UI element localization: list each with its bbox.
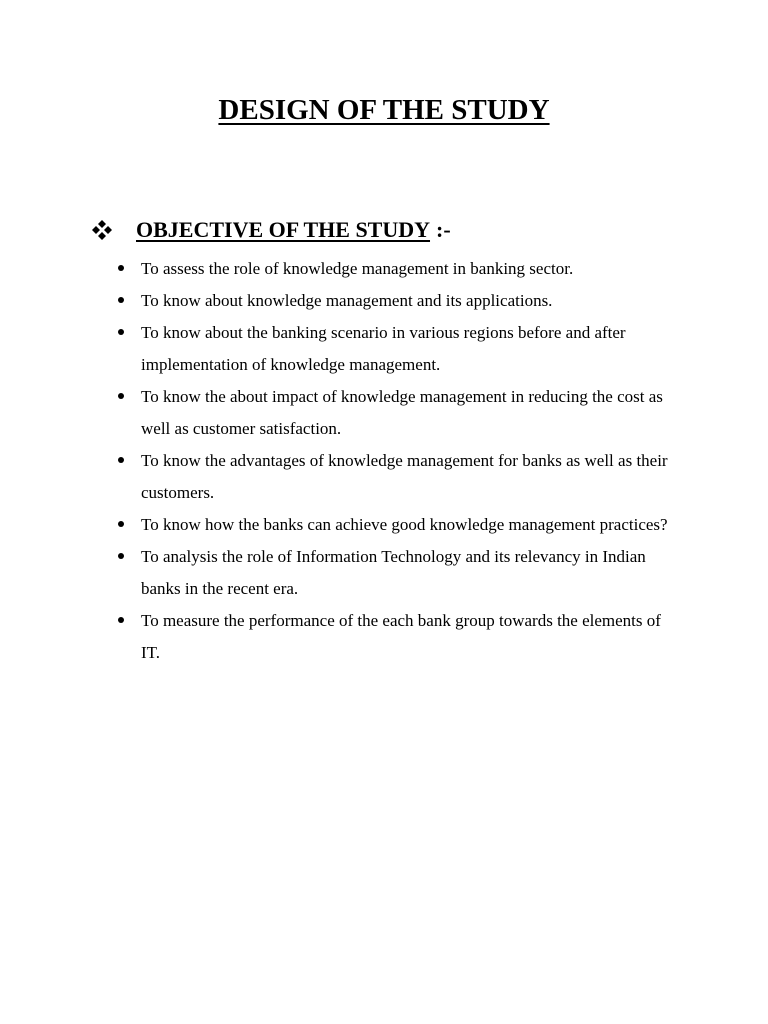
section-heading: [91, 214, 451, 246]
section-heading-suffix: :-: [436, 217, 451, 242]
list-item-text: To know how the banks can achieve good knowledge management practices?: [141, 515, 668, 534]
list-item-text: To know about the banking scenario in various regions before and after implementation of knowledge management.: [141, 323, 626, 374]
bullet-icon: [118, 521, 124, 527]
list-item-text: To measure the performance of the each bank group towards the elements of IT.: [141, 611, 661, 662]
bullet-icon: [118, 297, 124, 303]
list-item: [118, 317, 678, 381]
list-item-text: To assess the role of knowledge management in banking sector.: [141, 259, 574, 278]
list-item-text: To know about knowledge management and its applications.: [141, 291, 553, 310]
four-diamond-bullet-icon: [91, 219, 113, 241]
bullet-icon: [118, 329, 124, 335]
page-title: [0, 92, 768, 128]
bullet-icon: [118, 393, 124, 399]
bullet-icon: [118, 457, 124, 463]
list-item: [118, 285, 678, 317]
list-item: [118, 253, 678, 285]
list-item-text: To know the about impact of knowledge management in reducing the cost as well as customer satisfaction.: [141, 387, 663, 438]
list-item: [118, 541, 678, 605]
objectives-list: [118, 253, 678, 669]
list-item: [118, 605, 678, 669]
list-item: [118, 445, 678, 509]
bullet-icon: [118, 617, 124, 623]
list-item-text: To analysis the role of Information Technology and its relevancy in Indian banks in the recent era.: [141, 547, 646, 598]
section-heading-text: OBJECTIVE OF THE STUDY: [136, 217, 431, 242]
list-item-text: To know the advantages of knowledge management for banks as well as their customers.: [141, 451, 668, 502]
bullet-icon: [118, 553, 124, 559]
page-title-text: DESIGN OF THE STUDY: [218, 94, 550, 126]
list-item: [118, 509, 678, 541]
list-item: [118, 381, 678, 445]
bullet-icon: [118, 265, 124, 271]
